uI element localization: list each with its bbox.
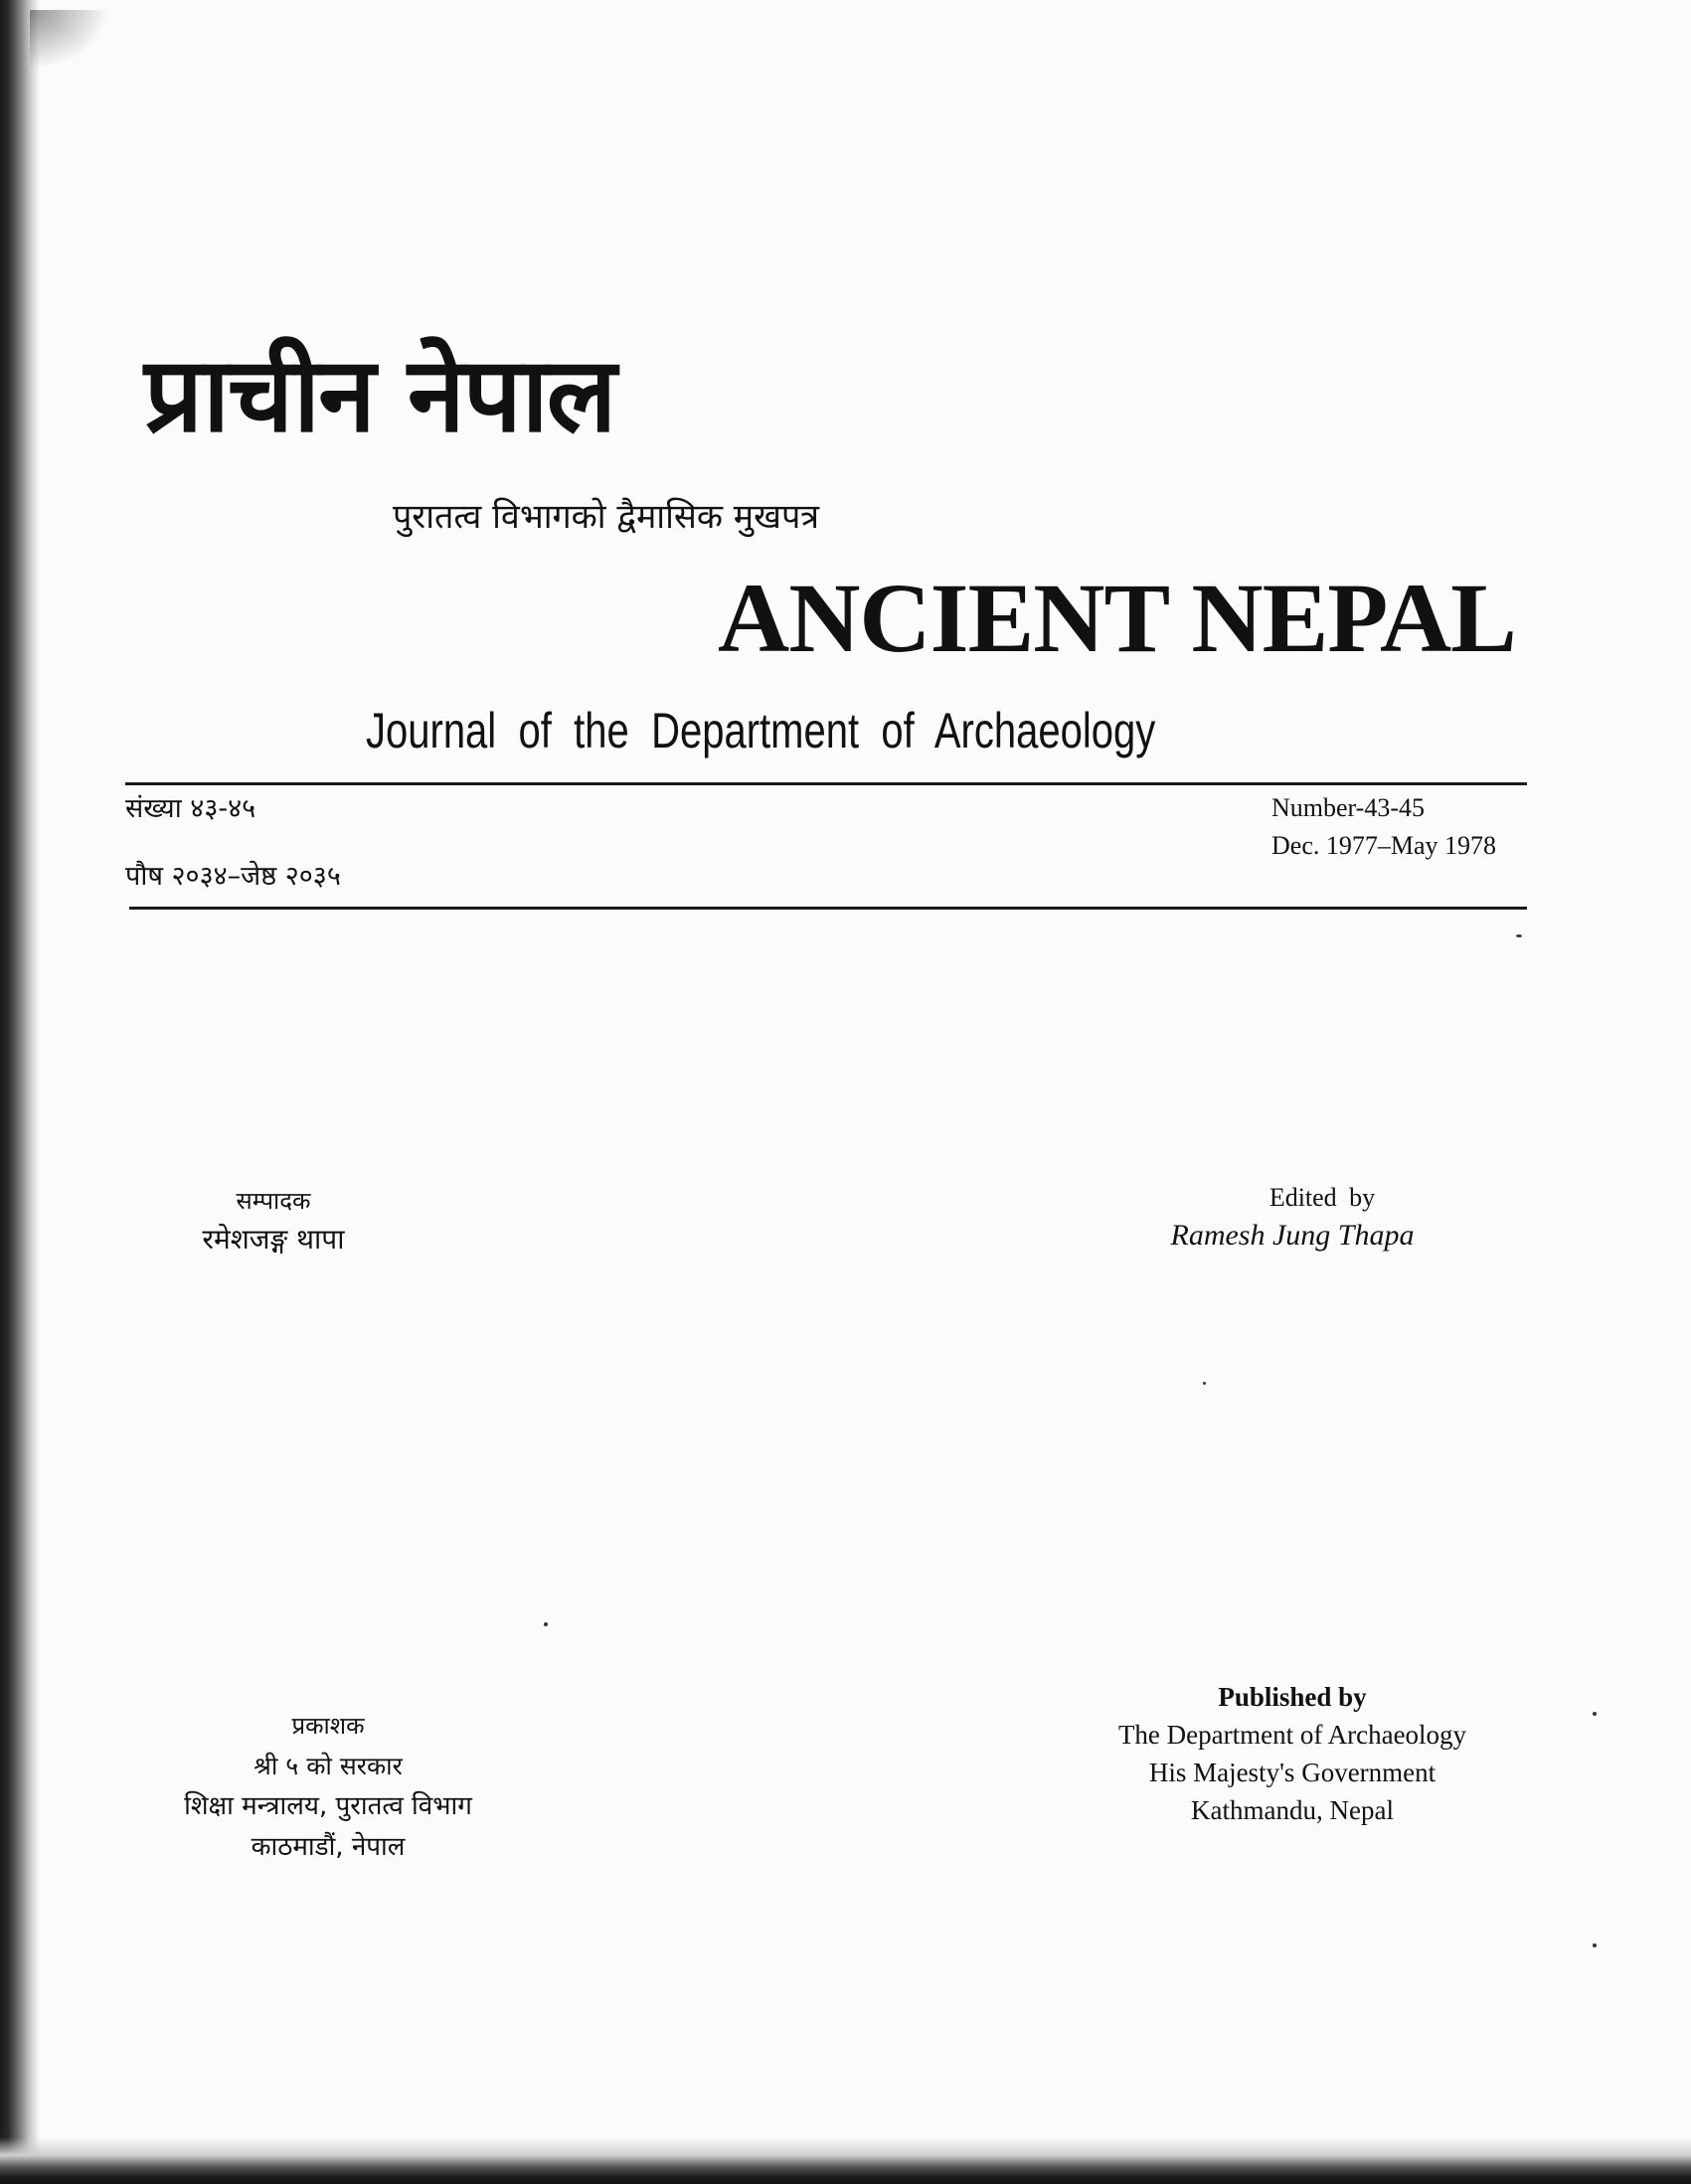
- publisher-line-english: The Department of Archaeology: [1117, 1720, 1467, 1750]
- nepali-masthead-subtitle: पुरातत्व विभागको द्वैमासिक मुखपत्र: [393, 497, 820, 537]
- publisher-line-english: His Majesty's Government: [1148, 1758, 1437, 1787]
- top-divider-rule: [125, 782, 1527, 785]
- editor-name-english: Ramesh Jung Thapa: [1170, 1219, 1415, 1252]
- bottom-divider-rule: [129, 907, 1527, 910]
- scan-speck: [1593, 1712, 1597, 1716]
- scan-bottom-edge-shadow: [0, 2137, 1691, 2184]
- scan-speck: [1593, 1943, 1597, 1947]
- journal-subtitle: Journal of the Department of Archaeology: [366, 703, 1156, 758]
- scan-speck: [1516, 934, 1522, 937]
- issue-date-english: Dec. 1977–May 1978: [1271, 831, 1497, 860]
- issue-date-nepali: पौष २०३४–जेष्ठ २०३५: [125, 861, 341, 892]
- publisher-line-english: Kathmandu, Nepal: [1191, 1795, 1394, 1825]
- editor-label-nepali: सम्पादक: [236, 1187, 311, 1215]
- nepali-masthead-title: प्राचीन नेपाल: [144, 334, 615, 455]
- english-masthead-title: ANCIENT NEPAL: [718, 563, 1516, 673]
- publisher-label-english: Published by: [1218, 1682, 1367, 1712]
- scan-corner-smudge: [30, 10, 109, 70]
- scan-left-edge-shadow: [0, 0, 40, 2184]
- issue-number-english: Number-43-45: [1271, 793, 1425, 822]
- publisher-line-nepali: श्री ५ को सरकार: [254, 1752, 403, 1780]
- publisher-line-nepali: शिक्षा मन्त्रालय, पुरातत्व विभाग: [184, 1791, 472, 1821]
- issue-number-nepali: संख्या ४३-४५: [125, 793, 256, 824]
- publisher-label-nepali: प्रकाशक: [291, 1712, 365, 1740]
- editor-label-english: Edited by: [1268, 1183, 1376, 1212]
- publisher-line-nepali: काठमाडौं, नेपाल: [251, 1832, 406, 1862]
- editor-name-nepali: रमेशजङ्ग थापा: [202, 1223, 345, 1256]
- scan-speck: [544, 1622, 548, 1626]
- scan-speck: [1203, 1382, 1206, 1385]
